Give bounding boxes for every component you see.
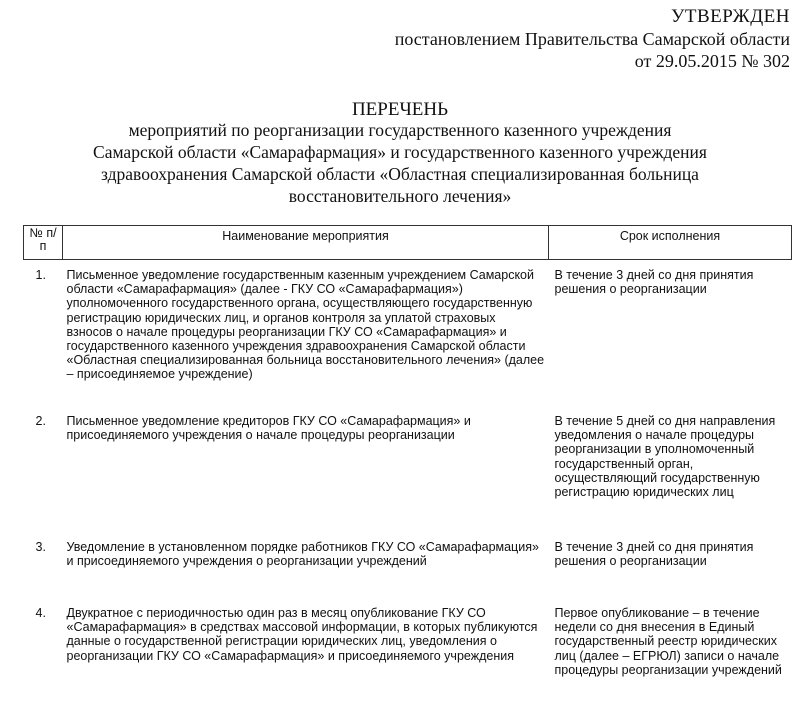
header-number: № п/п (24, 226, 63, 260)
row-number: 3. (35, 540, 46, 554)
row-measure-name: Уведомление в установленном порядке работников ГКУ СО «Самарафармация» и присоединяемого учреждения о реорганизации учреждений (66, 540, 539, 569)
table-header-row (24, 226, 792, 260)
subtitle-line: мероприятий по реорганизации государственного казенного учреждения (128, 120, 672, 140)
approval-status: УТВЕРЖДЕН (670, 6, 790, 27)
table-row (24, 598, 792, 706)
subtitle-line: здравоохранения Самарской области «Областная специализированная больница (101, 164, 699, 184)
approval-date-number: от 29.05.2015 № 302 (634, 51, 790, 71)
row-number: 2. (35, 414, 46, 428)
table-row (24, 532, 792, 598)
approval-basis: постановлением Правительства Самарской области (394, 29, 790, 49)
table-row (24, 260, 792, 407)
row-deadline: Первое опубликование – в течение недели со дня внесения в Единый государственный реестр юридических лиц (далее – ЕГРЮЛ) записи о начале процедуры реорганизации учреждений (554, 606, 782, 677)
header-deadline: Срок исполнения (549, 226, 792, 260)
header-measure-name: Наименование мероприятия (63, 226, 549, 260)
document-title: ПЕРЕЧЕНЬ (351, 99, 449, 120)
row-deadline: В течение 5 дней со дня направления уведомления о начале процедуры реорганизации в уполномоченный государственный орган, осуществляющий государственную регистрацию юридических лиц (554, 414, 776, 500)
document-subtitle (60, 119, 740, 207)
measures-table (23, 225, 792, 706)
table-row (24, 406, 792, 532)
row-number: 1. (35, 268, 46, 282)
subtitle-line: восстановительного лечения» (288, 186, 512, 206)
row-measure-name: Двукратное с периодичностью один раз в месяц опубликование ГКУ СО «Самарафармация» в средствах массовой информации, в которых публикуются данные о государственной регистрации юридических лиц, уведомления о реорганизации ГКУ СО «Самарафармация» и присоединяемого учреждения (66, 606, 538, 663)
row-number: 4. (35, 606, 46, 620)
row-deadline: В течение 3 дней со дня принятия решения о реорганизации (554, 540, 754, 569)
row-deadline: В течение 3 дней со дня принятия решения о реорганизации (554, 268, 754, 297)
subtitle-line: Самарской области «Самарафармация» и государственного казенного учреждения (93, 142, 707, 162)
approval-stamp (395, 6, 790, 72)
row-measure-name: Письменное уведомление кредиторов ГКУ СО «Самарафармация» и присоединяемого учреждения о начале процедуры реорганизации (66, 414, 471, 443)
row-measure-name: Письменное уведомление государственным казенным учреждением Самарской области «Самарафармация» (далее - ГКУ СО «Самарафармация») уполномоченного государственного органа, осуществляющего государственную регистрацию юридических лиц, и органов контроля за уплатой страховых взносов о начале процедуры реорганизации ГКУ СО «Самарафармация» и государственного казенного учреждения здравоохранения Самарской области «Областная специализированная больница восстановительного лечения» (далее – присоединяемое учреждение) (66, 268, 545, 382)
